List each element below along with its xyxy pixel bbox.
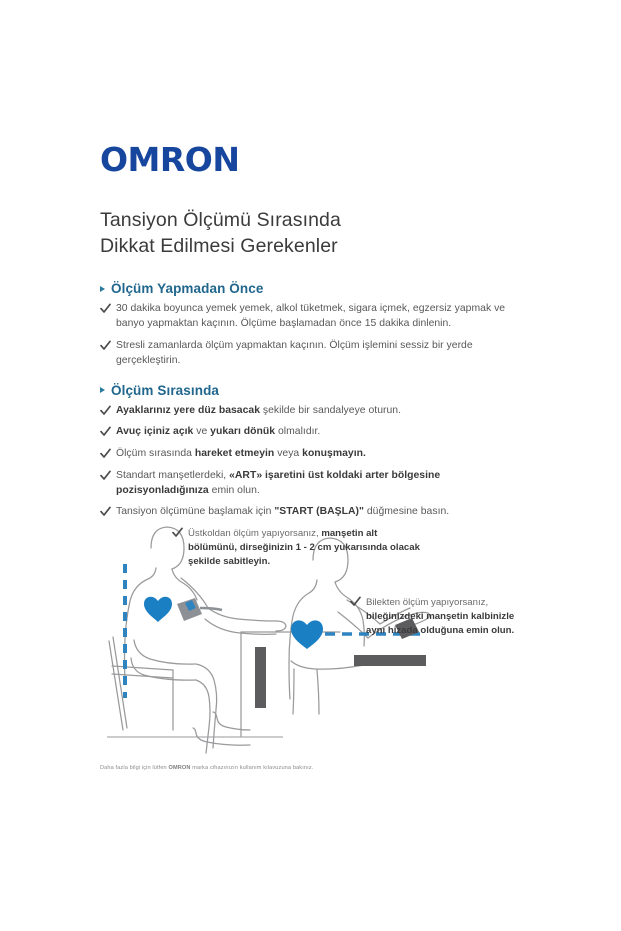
plain-text: 30 dakika boyunca yemek yemek, alkol tüketmek, sigara içmek, egzersiz yapmak ve banyo yapmaktan kaçının. Ölçüme başlamadan önce 15 dakika dinlenin. [116, 303, 506, 330]
right-leg-back [293, 669, 294, 714]
emphasis-text: manşetin alt bölümünü, dirseğinizin 1 - 2 cm yukarısında olacak şekilde sabitleyin. [188, 528, 420, 567]
left-back [125, 568, 157, 679]
caption-wrist [350, 596, 525, 638]
heart-icon-right [291, 620, 323, 649]
check-icon [100, 470, 111, 483]
emphasis-text: Avuç içiniz açık [116, 426, 197, 438]
bullet-list [100, 404, 525, 521]
emphasis-text: bileğinizdeki manşetin kalbinizle aynı hizada olduğuna emin olun. [366, 610, 515, 636]
plain-text: Ölçüm sırasında [116, 448, 195, 460]
bullet-text [116, 447, 366, 462]
plain-text: emin olun. [211, 484, 260, 496]
section-heading-label: Ölçüm Yapmadan Önce [111, 281, 264, 297]
emphasis-text: OMRON [168, 765, 193, 771]
check-icon [100, 506, 111, 519]
chair-seat-top [112, 666, 173, 670]
section-heading [100, 281, 525, 296]
footer-note [100, 765, 313, 773]
right-hip [291, 661, 364, 669]
left-shin-front [196, 664, 217, 748]
check-icon [172, 527, 183, 540]
upper-arm-cuff [177, 598, 222, 621]
content-column [100, 140, 525, 534]
plain-text: Daha fazla bilgi için lütfen [100, 765, 169, 771]
page-title-line-1: Tansiyon Ölçümü Sırasında [100, 209, 341, 231]
plain-text: veya [277, 448, 303, 460]
plain-text: Stresli zamanlarda ölçüm yapmaktan kaçının. Ölçüm işlemini sessiz bir yerde gerçekleştirin. [116, 340, 473, 366]
bullet-item [100, 404, 525, 419]
plain-text: Standart manşetlerdeki, [116, 469, 230, 481]
bullet-item [100, 447, 525, 462]
check-icon [100, 405, 111, 418]
emphasis-text: «ART» işaretini üst koldaki arter bölgesine pozisyonladığınıza [116, 469, 441, 496]
omron-logo: OMRON [100, 140, 240, 179]
right-leg-front [317, 670, 319, 714]
section-heading [100, 383, 525, 398]
emphasis-text: konuşmayın. [302, 448, 366, 460]
page-title [100, 208, 525, 259]
bullet-item [100, 469, 525, 499]
triangle-right-icon [100, 387, 105, 393]
plain-text: olmalıdır. [277, 426, 321, 438]
check-icon [100, 303, 111, 316]
left-lap-top [134, 640, 195, 664]
check-icon [100, 340, 111, 353]
plain-text: Üstkoldan ölçüm yapıyorsanız, [188, 528, 322, 539]
bullet-item [100, 425, 525, 440]
check-icon [350, 596, 361, 609]
section-heading-label: Ölçüm Sırasında [111, 382, 220, 398]
caption-upper-arm [172, 527, 422, 569]
plain-text: şekilde bir sandalyeye oturun. [262, 404, 401, 416]
plain-text: marka cihazınızın kullanım kılavuzuna bakınız. [192, 765, 314, 771]
vertical-device-block [255, 647, 266, 708]
bullet-text [116, 505, 449, 520]
bullet-text [116, 339, 525, 369]
plain-text: Tansiyon ölçümüne başlamak için [116, 506, 275, 518]
left-foot-top [213, 712, 250, 730]
left-hand [276, 621, 286, 631]
plain-text: düğmesine basın. [366, 506, 450, 518]
emphasis-text: hareket etmeyin [194, 448, 278, 460]
emphasis-text: yukarı dönük [210, 426, 278, 438]
bullet-text [116, 425, 320, 440]
bullet-text [116, 469, 525, 499]
plain-text: ve [196, 426, 211, 438]
emphasis-text: "START (BAŞLA)" [274, 506, 367, 518]
emphasis-text: Ayaklarınız yere düz basacak [116, 404, 263, 416]
triangle-right-icon [100, 286, 105, 292]
page-title-line-2: Dikkat Edilmesi Gerekenler [100, 234, 338, 257]
caption-upper-arm-text [188, 527, 422, 569]
bullet-text [116, 404, 401, 419]
heart-icon-left [144, 597, 172, 622]
caption-wrist-text [366, 596, 525, 638]
plain-text: Bilekten ölçüm yapıyorsanız, [366, 597, 489, 608]
left-chest [172, 569, 197, 600]
bullet-item [100, 339, 525, 369]
check-icon [100, 426, 111, 439]
check-icon [100, 448, 111, 461]
bullet-item [100, 302, 525, 332]
bullet-text [116, 302, 525, 332]
bullet-list [100, 302, 525, 368]
sections-container [100, 281, 525, 520]
bullet-item [100, 505, 525, 520]
arm-support-block [354, 655, 426, 666]
